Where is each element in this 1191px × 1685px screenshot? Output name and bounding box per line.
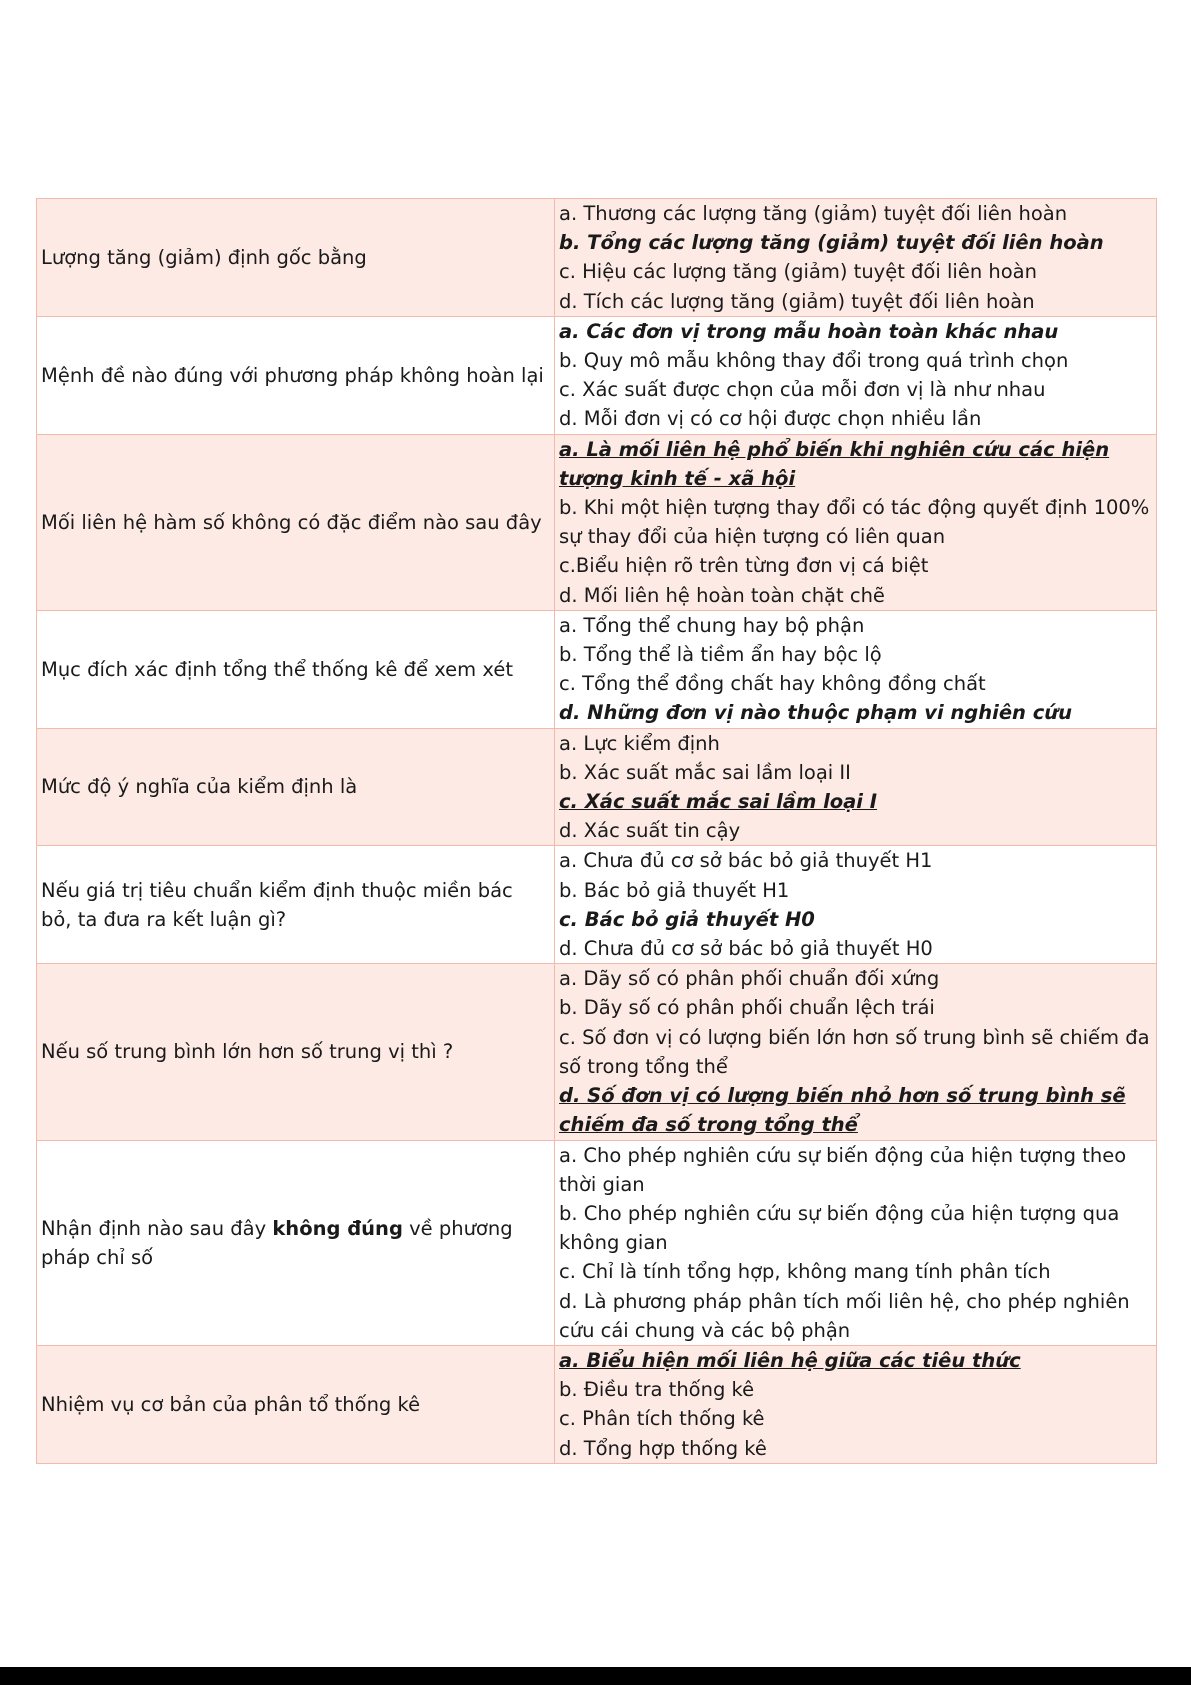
answers-cell bbox=[555, 316, 1157, 434]
answers-cell bbox=[555, 846, 1157, 964]
question-row bbox=[37, 1345, 1157, 1463]
answer-option: a. Lực kiểm định bbox=[559, 731, 720, 755]
question-row bbox=[37, 846, 1157, 964]
question-text-emphasis: không đúng bbox=[272, 1216, 403, 1240]
question-text: Mệnh đề nào đúng với phương pháp không hoàn lại bbox=[41, 363, 544, 387]
answer-option: b. Bác bỏ giả thuyết H1 bbox=[559, 878, 790, 902]
question-row bbox=[37, 964, 1157, 1140]
question-text: Nhiệm vụ cơ bản của phân tổ thống kê bbox=[41, 1392, 421, 1416]
answer-option: d. Là phương pháp phân tích mối liên hệ, cho phép nghiên cứu cái chung và các bộ phận bbox=[559, 1289, 1130, 1342]
answer-option: c.Biểu hiện rõ trên từng đơn vị cá biệt bbox=[559, 554, 929, 578]
question-text: Mức độ ý nghĩa của kiểm định là bbox=[41, 775, 358, 799]
answer-option: b. Cho phép nghiên cứu sự biến động của hiện tượng qua không gian bbox=[559, 1201, 1120, 1255]
answer-option: a. Chưa đủ cơ sở bác bỏ giả thuyết H1 bbox=[559, 849, 933, 873]
question-cell bbox=[37, 964, 555, 1140]
answer-option: c. Chỉ là tính tổng hợp, không mang tính phân tích bbox=[559, 1260, 1051, 1284]
answer-option: b. Dãy số có phân phối chuẩn lệch trái bbox=[559, 996, 935, 1020]
answer-option: b. Quy mô mẫu không thay đổi trong quá trình chọn bbox=[559, 349, 1069, 373]
question-text: Nếu số trung bình lớn hơn số trung vị thì ? bbox=[41, 1040, 454, 1064]
answers-cell bbox=[555, 199, 1157, 317]
answer-option-correct: a. Là mối liên hệ phổ biến khi nghiên cứu các hiện tượng kinh tế - xã hội bbox=[559, 437, 1110, 490]
question-text-start: Nhận định nào sau đây bbox=[41, 1216, 273, 1240]
answer-option: b. Xác suất mắc sai lầm loại II bbox=[559, 760, 851, 784]
answers-cell bbox=[555, 1140, 1157, 1345]
answer-option: a. Tổng thể chung hay bộ phận bbox=[559, 613, 865, 637]
question-cell bbox=[37, 1345, 555, 1463]
question-row bbox=[37, 199, 1157, 317]
question-cell bbox=[37, 316, 555, 434]
answers-cell bbox=[555, 434, 1157, 610]
answer-option: d. Mối liên hệ hoàn toàn chặt chẽ bbox=[559, 583, 885, 607]
question-row bbox=[37, 316, 1157, 434]
page-bottom-bar bbox=[0, 1667, 1191, 1685]
question-cell bbox=[37, 434, 555, 610]
answer-option: c. Tổng thể đồng chất hay không đồng chất bbox=[559, 672, 986, 696]
question-row bbox=[37, 434, 1157, 610]
answer-option: a. Dãy số có phân phối chuẩn đối xứng bbox=[559, 967, 940, 991]
question-text: Lượng tăng (giảm) định gốc bằng bbox=[41, 245, 367, 269]
answer-option: c. Hiệu các lượng tăng (giảm) tuyệt đối liên hoàn bbox=[559, 260, 1037, 284]
question-cell bbox=[37, 728, 555, 846]
answer-option: c. Phân tích thống kê bbox=[559, 1407, 765, 1431]
answer-option: b. Tổng thể là tiềm ẩn hay bộc lộ bbox=[559, 643, 882, 667]
question-text: Mục đích xác định tổng thể thống kê để xem xét bbox=[41, 657, 513, 681]
question-cell bbox=[37, 846, 555, 964]
answer-option-correct: d. Số đơn vị có lượng biến nhỏ hơn số trung bình sẽ chiếm đa số trong tổng thể bbox=[559, 1084, 1126, 1137]
question-cell bbox=[37, 199, 555, 317]
question-row bbox=[37, 1140, 1157, 1345]
answer-option: c. Xác suất được chọn của mỗi đơn vị là như nhau bbox=[559, 378, 1046, 402]
answer-option-correct: d. Những đơn vị nào thuộc phạm vi nghiên cứu bbox=[559, 701, 1073, 725]
answer-option-correct: a. Biểu hiện mối liên hệ giữa các tiêu thức bbox=[559, 1348, 1021, 1372]
question-cell bbox=[37, 610, 555, 728]
answers-cell bbox=[555, 964, 1157, 1140]
answer-option-correct: b. Tổng các lượng tăng (giảm) tuyệt đối liên hoàn bbox=[559, 231, 1104, 255]
answer-option: d. Tổng hợp thống kê bbox=[559, 1436, 767, 1460]
answer-option: d. Tích các lượng tăng (giảm) tuyệt đối liên hoàn bbox=[559, 289, 1035, 313]
question-row bbox=[37, 728, 1157, 846]
answer-option: b. Khi một hiện tượng thay đổi có tác động quyết định 100% sự thay đổi của hiện tượng có liên quan bbox=[559, 496, 1150, 549]
answers-cell bbox=[555, 1345, 1157, 1463]
answers-cell bbox=[555, 728, 1157, 846]
answer-option: c. Số đơn vị có lượng biến lớn hơn số trung bình sẽ chiếm đa số trong tổng thể bbox=[559, 1025, 1150, 1078]
answer-option: d. Chưa đủ cơ sở bác bỏ giả thuyết H0 bbox=[559, 937, 933, 961]
answer-option-correct: c. Xác suất mắc sai lầm loại I bbox=[559, 790, 878, 814]
answer-option-correct: c. Bác bỏ giả thuyết H0 bbox=[559, 907, 815, 931]
question-text: Mối liên hệ hàm số không có đặc điểm nào sau đây bbox=[41, 510, 542, 534]
question-table bbox=[36, 198, 1157, 1464]
answer-option: d. Mỗi đơn vị có cơ hội được chọn nhiều lần bbox=[559, 407, 982, 431]
answers-cell bbox=[555, 610, 1157, 728]
question-text-end: về phương pháp chỉ số bbox=[41, 1216, 513, 1269]
answer-option: a. Thương các lượng tăng (giảm) tuyệt đối liên hoàn bbox=[559, 202, 1068, 225]
answer-option: b. Điều tra thống kê bbox=[559, 1378, 755, 1402]
question-text: Nếu giá trị tiêu chuẩn kiểm định thuộc miền bác bỏ, ta đưa ra kết luận gì? bbox=[41, 878, 513, 931]
answer-option-correct: a. Các đơn vị trong mẫu hoàn toàn khác nhau bbox=[559, 319, 1059, 343]
question-row bbox=[37, 610, 1157, 728]
question-text bbox=[41, 1217, 513, 1269]
answer-option: d. Xác suất tin cậy bbox=[559, 819, 741, 843]
answer-option: a. Cho phép nghiên cứu sự biến động của hiện tượng theo thời gian bbox=[559, 1143, 1127, 1196]
question-cell bbox=[37, 1140, 555, 1345]
